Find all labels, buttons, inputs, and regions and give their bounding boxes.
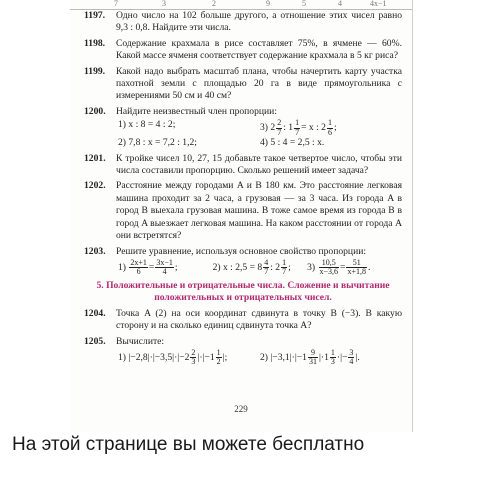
option-2: 2) 7,8 : x = 7,2 : 1,2; — [118, 137, 197, 149]
problem-text: Точка A (2) на оси координат сдвинута в точку B (−3). В какую сторону и на сколько единиц сдвинута точка A? — [116, 307, 402, 332]
fraction — [263, 259, 269, 277]
numerator: 1 — [330, 347, 335, 357]
problem-number: 1202. — [84, 180, 106, 192]
problem-1200 — [84, 106, 402, 150]
option-4: 4) 5 : 4 = 2,5 : x. — [260, 137, 325, 149]
fraction — [348, 349, 354, 367]
problem-text: Найдите неизвестный член пропорции: — [116, 105, 277, 117]
numerator: 3x−1 — [156, 257, 173, 267]
option-text: ·|− — [336, 352, 348, 364]
option-text: |·1 — [318, 352, 329, 364]
top-fragment: 2 — [212, 0, 216, 8]
denominator: 3 — [330, 357, 335, 367]
page-caption: На этой странице вы можете бесплатно — [12, 434, 365, 455]
problem-number: 1197. — [84, 10, 106, 21]
denominator: 7 — [282, 267, 287, 277]
numerator: 2x+1 — [130, 257, 147, 267]
numerator: 51 — [346, 259, 367, 269]
option-text: |; — [222, 352, 228, 364]
option-1: 1) x : 8 = 4 : 2; — [118, 119, 176, 131]
problem-text: Вычислите: — [116, 335, 165, 347]
option-text: 1) |−2,8|·|−3,5|·|−2 — [118, 352, 190, 364]
top-fragment: 3 — [162, 0, 166, 8]
denominator: 7 — [295, 127, 300, 137]
option-text: 1) — [118, 262, 126, 274]
problem-1203 — [84, 246, 402, 277]
proportion-options — [116, 119, 402, 149]
compute-2 — [260, 349, 402, 367]
textbook-page — [70, 0, 413, 432]
fraction — [308, 349, 318, 367]
compute-1 — [118, 349, 260, 367]
fraction — [155, 259, 174, 277]
problem-number: 1201. — [84, 152, 106, 164]
equation-2: 2) x : 2,5 = 8 $\frac{4}{7}$ : 2 $\frac{1}{7}$ ; — [212, 257, 291, 277]
fraction — [276, 119, 282, 137]
numerator: 2 — [191, 347, 196, 357]
page-content — [84, 10, 402, 370]
denominator: 31 — [308, 357, 317, 367]
option-text: 2) |−3,1|·|−1 — [260, 352, 307, 364]
numerator: 1 — [216, 347, 221, 357]
top-fragment: 9 — [266, 0, 270, 8]
denominator: 6 — [327, 127, 332, 137]
compute-options — [116, 349, 402, 367]
numerator: 4 — [264, 257, 269, 267]
numerator: 10,5 — [319, 259, 340, 269]
numerator: 2 — [277, 118, 282, 128]
option-text: 3) 2 — [260, 122, 276, 134]
option-3 — [260, 119, 402, 137]
fraction — [327, 119, 333, 137]
top-fragment: 4x−1 — [370, 0, 387, 8]
option-text: : 1 — [283, 122, 294, 134]
problem-text: Решите уравнение, используя основное свойство пропорции: — [116, 245, 366, 257]
top-fragment: 5 — [302, 0, 306, 8]
option-text: |·|−1 — [197, 352, 215, 364]
numerator: 9 — [308, 349, 318, 359]
problem-1197 — [84, 10, 402, 35]
denominator: 7 — [264, 267, 269, 277]
fraction — [346, 259, 367, 277]
problem-1204 — [84, 308, 402, 333]
problem-1199 — [84, 66, 402, 103]
problem-text: Содержание крахмала в рисе составляет 75%, в ячмене — 60%. Какой массе ячменя соответствует содержание крахмала в 5 кг риса? — [116, 37, 402, 62]
cut-off-top-line — [70, 0, 412, 10]
numerator: 3 — [349, 347, 354, 357]
numerator: 1 — [295, 118, 300, 128]
denominator: x−3,6 — [319, 267, 339, 277]
fraction — [330, 349, 336, 367]
fraction — [129, 259, 148, 277]
fraction — [294, 119, 300, 137]
fraction — [281, 259, 287, 277]
top-fragment: 7 — [114, 0, 118, 8]
option-text: ; — [333, 122, 337, 134]
equation-options — [116, 259, 402, 277]
denominator: 7 — [277, 127, 282, 137]
problem-number: 1205. — [84, 335, 106, 347]
problem-text: Какой надо выбрать масштаб плана, чтобы начертить карту участка пахотной земли с площадью 20 га в виде прямоугольника с измерениями 50 см и 40 см? — [116, 65, 402, 102]
page-number: 229 — [234, 404, 248, 414]
denominator: 4 — [162, 267, 167, 277]
problem-number: 1199. — [84, 65, 106, 77]
problem-text: Расстояние между городами A и B 180 км. Это расстояние легковая машина проходит за 2 часа, а грузовая — за 3 часа. Из города A в город B выехала грузовая машина. В тоже самое время из города B в город A выезжает легковая машина. На каком расстоянии от города A они встретятся? — [116, 180, 402, 242]
problem-number: 1204. — [84, 307, 106, 319]
option-text: 3) — [307, 262, 316, 274]
option-text: |. — [355, 352, 360, 364]
fraction — [319, 259, 340, 277]
problem-1202 — [84, 180, 402, 242]
equation-3: 3) $\frac{10,5}{x-3,6}$ = $\frac{51}{x+1,8}$ . — [307, 257, 371, 277]
fraction — [216, 349, 222, 367]
problem-text: К тройке чисел 10, 27, 15 добавьте такое четвертое число, чтобы эти числа составили пропорцию. Сколько решений имеет задача? — [116, 152, 402, 177]
problem-number: 1200. — [84, 105, 106, 117]
option-text: = x : 2 — [301, 122, 326, 134]
option-text: : 2 — [270, 262, 281, 274]
denominator: x+1,8 — [347, 267, 366, 277]
problem-1198 — [84, 38, 402, 63]
equation-1: 1) $\frac{2x+1}{6}$ = $\frac{3x-1}{4}$ ; — [118, 257, 178, 277]
numerator: 1 — [282, 257, 287, 267]
problem-number: 1198. — [84, 37, 106, 49]
numerator: 1 — [327, 118, 332, 128]
problem-1201 — [84, 153, 402, 178]
problem-number: 1203. — [84, 245, 106, 257]
section-heading: 5. Положительные и отрицательные числа. Сложение и вычитание положительных и отрицательных чисел. — [96, 279, 390, 304]
denominator: 3 — [191, 357, 196, 367]
problem-1205 — [84, 336, 402, 367]
fraction — [190, 349, 196, 367]
problem-text: Одно число на 102 больше другого, а отношение этих чисел равно 9,3 : 0,8. Найдите эти числа. — [116, 10, 402, 34]
option-text: 2) x : 2,5 = 8 — [212, 262, 263, 274]
denominator: 2 — [216, 357, 221, 367]
denominator: 4 — [349, 357, 354, 367]
denominator: 6 — [136, 267, 141, 277]
top-fragment: 4 — [338, 0, 342, 8]
